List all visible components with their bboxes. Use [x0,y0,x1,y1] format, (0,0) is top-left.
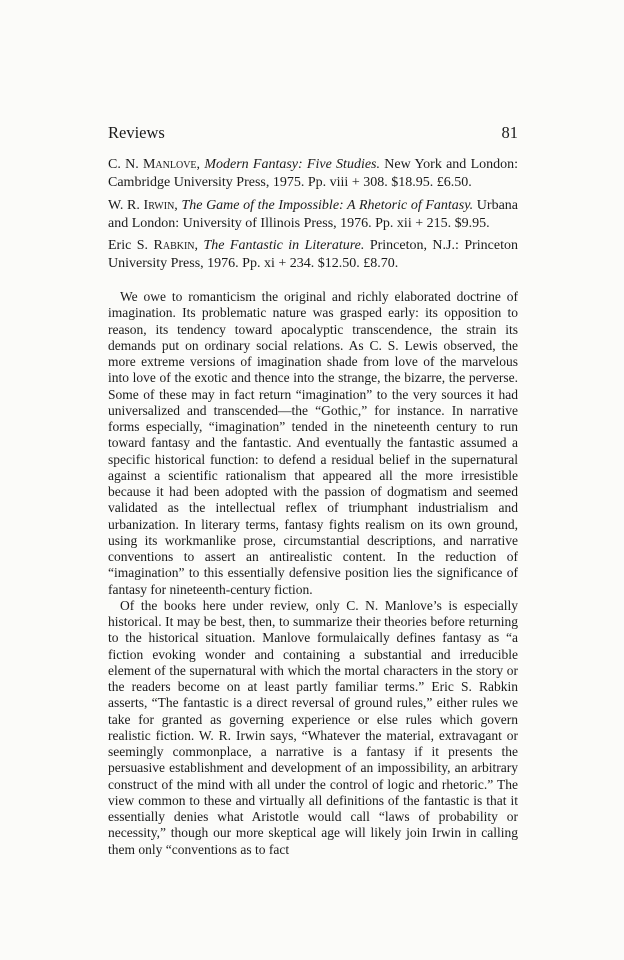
bib-entry-irwin [108,197,518,232]
bib-details: Urbana and London: University of Illinois Press, 1976. Pp. xii + 215. $9.95. [108,198,518,231]
bib-details: New York and London: Cambridge University Press, 1975. Pp. viii + 308. $18.95. £6.50. [108,157,519,190]
running-header [108,123,518,143]
bib-title: The Fantastic in Literature. [203,238,365,253]
bib-entry-manlove [108,156,518,191]
bib-details: Princeton, N.J.: Princeton University Press, 1976. Pp. xi + 234. $12.50. £8.70. [108,238,518,271]
section-title: Reviews [108,123,165,142]
bib-author-initials: W. R. [108,198,140,213]
body-paragraph: We owe to romanticism the original and richly elaborated doctrine of imagination. Its problematic nature was grasped early: its opposition to reason, its tendency toward apocalyptic transcendence, the strain its demands put on ordinary social relations. As C. S. Lewis observed, the more extreme versions of imagination shade from love of the marvelous into love of the exotic and thence into the strange, the bizarre, the perverse. Some of these may in fact return “imagination” to the very sources it had universalized and transcended—the “Gothic,” for instance. In narrative forms especially, “imagination” tended in the nineteenth century to run toward fantasy and the fantastic. And eventually the fantastic assumed a specific historical function: to defend a residual belief in the supernatural against a scientific rationalism that appeared all the more irresistible because it had been adopted with the passion of dogmatism and seemed validated as the intellectual reflex of triumphant industrialism and urbanization. In literary terms, fantasy fights realism on its own ground, using its workmanlike prose, circumstantial descriptions, and narrative conventions to assert an antirealistic content. In the reduction of “imagination” to this essentially defensive position lies the significance of fantasy for nineteenth-century fiction. [108,289,518,597]
review-body [108,289,518,858]
page-number: 81 [501,123,518,142]
bib-author-initials: C. N. [108,157,139,172]
bib-author-surname: Rabkin, [153,238,199,253]
bib-title: Modern Fantasy: Five Studies. [204,157,381,172]
bib-author-surname: Manlove, [142,157,201,172]
bib-entry-rabkin [108,237,518,272]
bib-author-surname: Irwin, [143,198,178,213]
bib-author-initials: Eric S. [108,238,149,253]
body-paragraph: Of the books here under review, only C. N. Manlove’s is especially historical. It may be best, then, to summarize their theories before returning to the historical situation. Manlove formulaically defines fantasy as “a fiction evoking wonder and containing a substantial and irreducible element of the supernatural with which the mortal characters in the story or the readers become on at least partly familiar terms.” Eric S. Rabkin asserts, “The fantastic is a direct reversal of ground rules,” either rules we take for granted as governing experience or else rules which govern realistic fiction. W. R. Irwin says, “Whatever the material, extravagant or seemingly commonplace, a narrative is a fantasy if it presents the persuasive establishment and development of an impossibility, an arbitrary construct of the mind with all under the control of logic and rhetoric.” The view common to these and virtually all definitions of the fantastic is that it essentially denies what Aristotle would call “laws of probability or necessity,” though our more skeptical age will likely join Irwin in calling them only “conventions as to fact [108,597,518,857]
bib-title: The Game of the Impossible: A Rhetoric of Fantasy. [181,198,474,213]
